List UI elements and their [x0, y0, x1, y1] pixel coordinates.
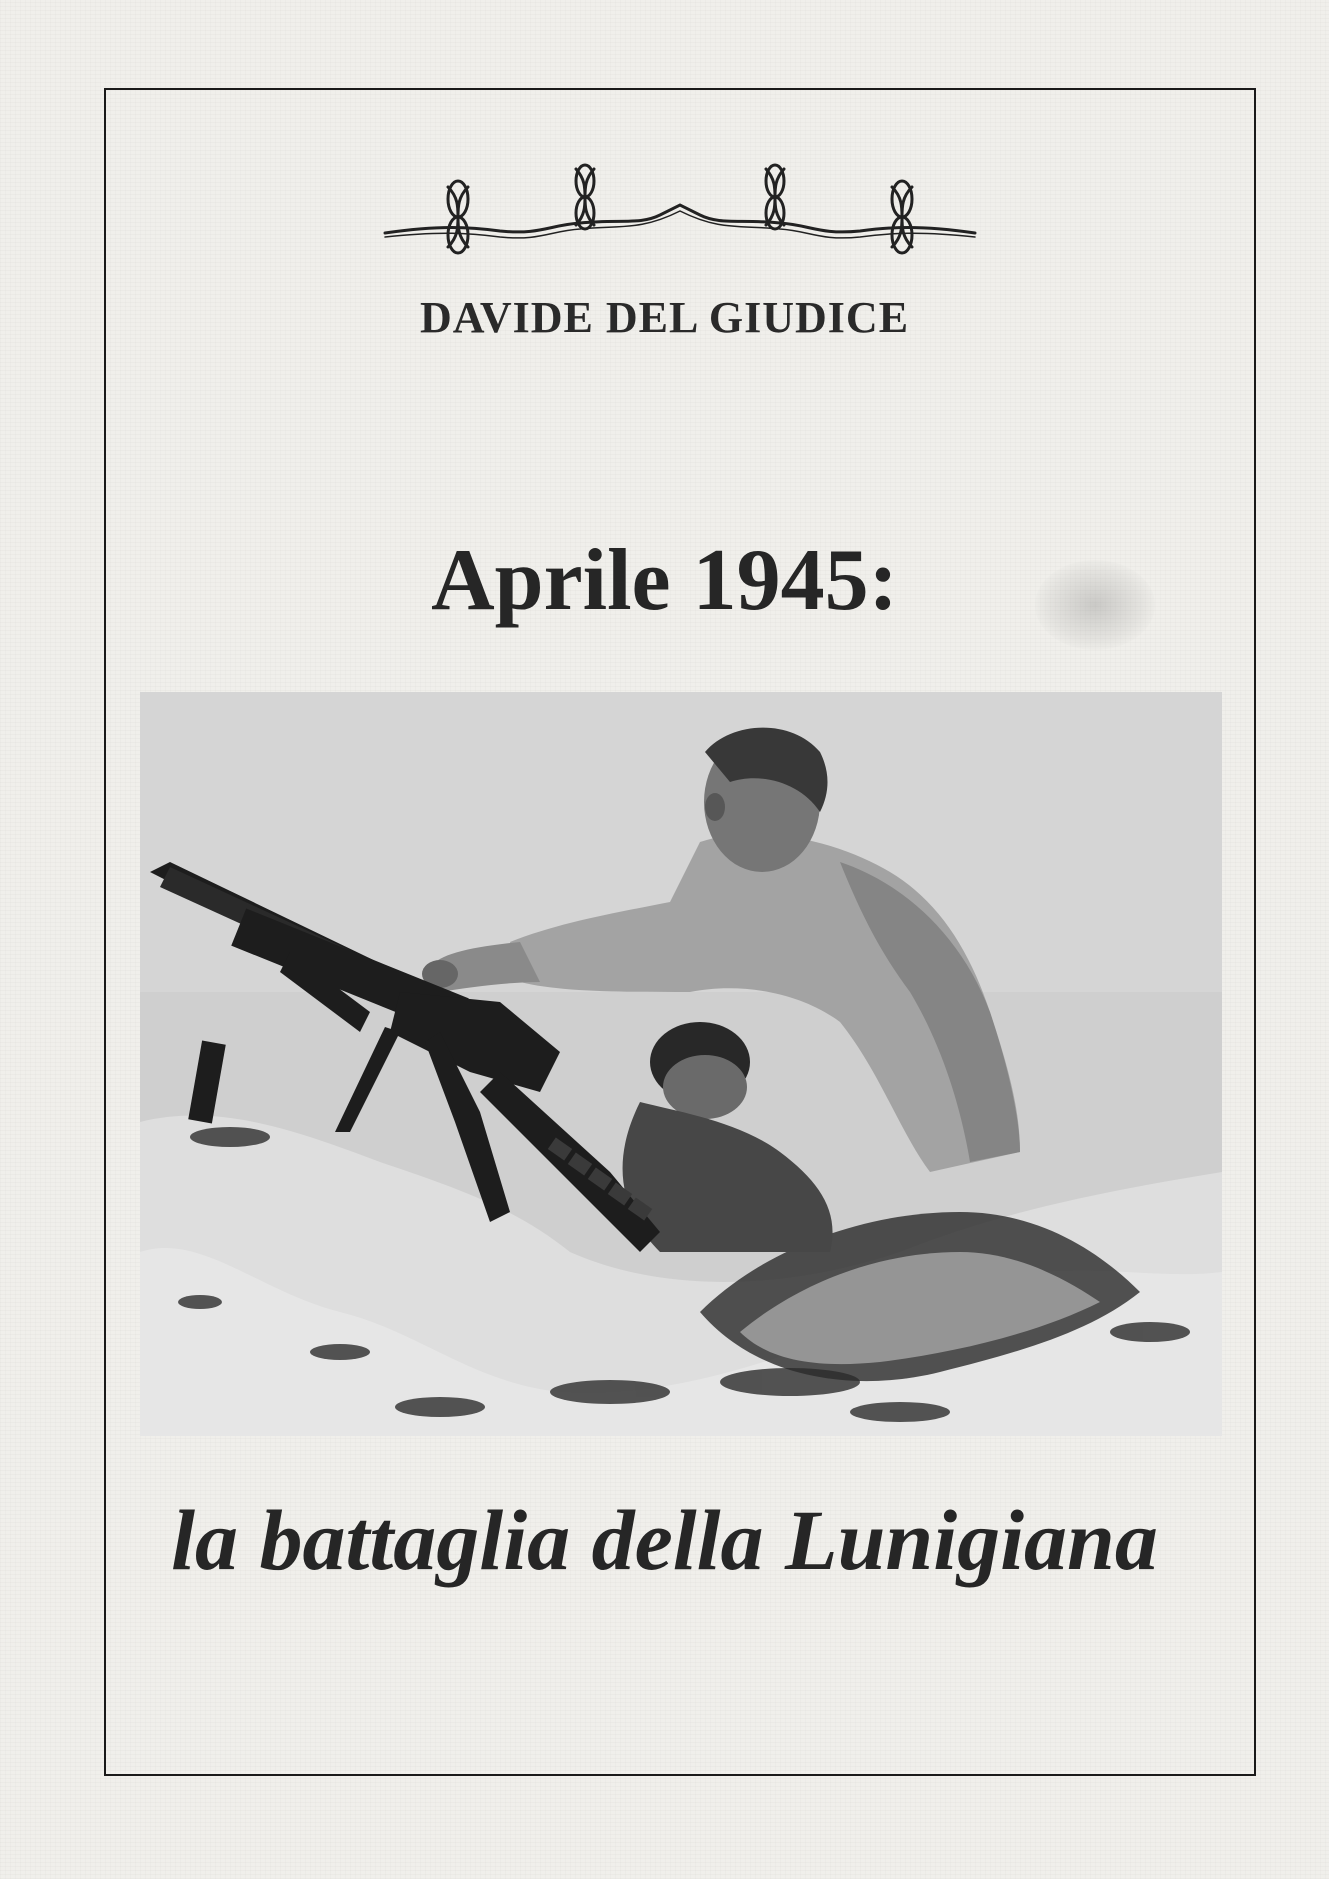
paper-smudge	[1035, 560, 1155, 650]
cover-photograph	[140, 692, 1222, 1436]
decorative-ribbon-knot-icon	[380, 155, 980, 275]
author-name: DAVIDE DEL GIUDICE	[419, 293, 910, 342]
book-title: Aprile 1945:	[431, 532, 898, 629]
book-subtitle: la battaglia della Lunigiana	[171, 1492, 1158, 1588]
